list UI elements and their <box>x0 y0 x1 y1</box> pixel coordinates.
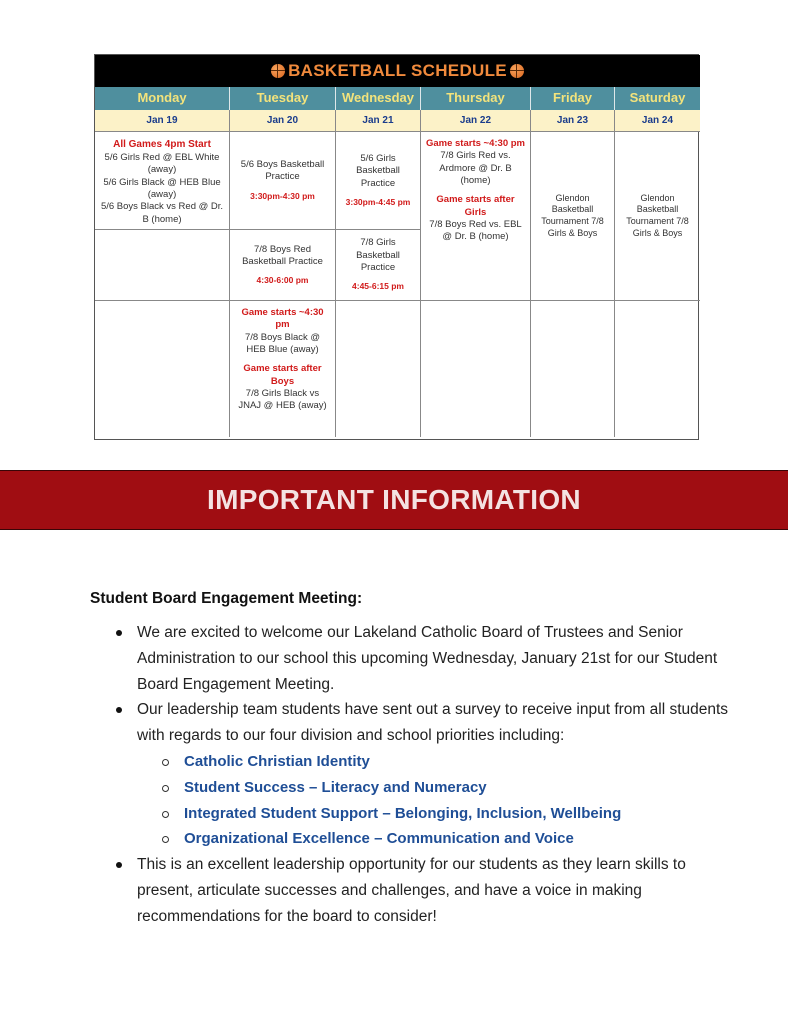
tuesday-game-1: 7/8 Boys Black @ HEB Blue (away) <box>244 331 321 356</box>
friday-cell-tournament <box>531 132 615 301</box>
schedule-title: BASKETBALL SCHEDULE <box>288 60 507 80</box>
saturday-cell-tournament <box>615 132 700 301</box>
bullet-survey-text: Our leadership team students have sent out a survey to receive input from all students with regards to our four division and school priorities including: <box>137 701 729 745</box>
tuesday-cell-practice <box>230 132 336 230</box>
saturday-tournament-text: Glendon Basketball Tournament 7/8 Girls & Boys <box>626 192 689 238</box>
day-header-friday: Friday <box>531 87 615 110</box>
day-header-wednesday: Wednesday <box>336 87 421 110</box>
wednesday-practice-2-text: 7/8 Girls Basketball Practice <box>356 237 400 274</box>
important-information-banner <box>0 470 788 530</box>
monday-start-note: All Games 4pm Start <box>113 139 211 150</box>
thursday-game-1: 7/8 Girls Red vs. Ardmore @ Dr. B (home) <box>439 150 512 187</box>
tuesday-practice-2-time: 4:30-6:00 pm <box>256 275 309 286</box>
tuesday-cell-games <box>230 301 336 437</box>
tuesday-game-note-1: Game starts ~4:30 pm <box>241 307 324 331</box>
day-header-thursday: Thursday <box>421 87 531 110</box>
thursday-game-note-2: Game starts after Girls <box>436 194 515 218</box>
basketball-icon <box>271 64 285 78</box>
bullet-welcome: We are excited to welcome our Lakeland Catholic Board of Trustees and Senior Administration to our school this upcoming Wednesday, January 21st for our Student Board Engagement Meeting. <box>137 620 730 697</box>
thursday-cell-games <box>421 132 531 301</box>
bullet-survey <box>137 697 730 852</box>
date-wednesday: Jan 21 <box>336 110 421 132</box>
tuesday-practice-2-text: 7/8 Boys Red Basketball Practice <box>242 243 323 267</box>
date-thursday: Jan 22 <box>421 110 531 132</box>
day-header-tuesday: Tuesday <box>230 87 336 110</box>
monday-cell-games <box>95 132 230 230</box>
priority-item: Organizational Excellence – Communication and Voice <box>184 826 730 852</box>
thursday-game-note-1: Game starts ~4:30 pm <box>425 138 525 149</box>
date-friday: Jan 23 <box>531 110 615 132</box>
monday-cell-empty <box>95 301 230 437</box>
date-saturday: Jan 24 <box>615 110 700 132</box>
date-monday: Jan 19 <box>95 110 230 132</box>
info-section <box>90 590 730 930</box>
wednesday-practice-time: 3:30pm-4:45 pm <box>345 196 411 207</box>
thursday-cell-empty <box>421 301 531 437</box>
tuesday-practice-text: 5/6 Boys Basketball Practice <box>240 159 325 183</box>
monday-games: 5/6 Girls Red @ EBL White (away) 5/6 Girls Black @ HEB Blue (away) 5/6 Boys Black vs Red @ Dr. B (home) <box>100 151 224 225</box>
friday-tournament-text: Glendon Basketball Tournament 7/8 Girls & Boys <box>541 192 604 238</box>
basketball-schedule-table <box>94 54 699 440</box>
saturday-cell-empty <box>615 301 700 437</box>
priority-item: Integrated Student Support – Belonging, Inclusion, Wellbeing <box>184 801 730 827</box>
friday-cell-empty <box>531 301 615 437</box>
basketball-icon <box>510 64 524 78</box>
wednesday-cell-practice <box>336 132 421 230</box>
section-heading: Student Board Engagement Meeting: <box>90 590 363 607</box>
date-tuesday: Jan 20 <box>230 110 336 132</box>
priority-item: Catholic Christian Identity <box>184 749 730 775</box>
tuesday-game-note-2: Game starts after Boys <box>243 363 322 387</box>
schedule-title-bar <box>95 55 700 87</box>
wednesday-cell-practice-2 <box>336 230 421 301</box>
banner-title: IMPORTANT INFORMATION <box>207 484 581 515</box>
thursday-game-2: 7/8 Boys Red vs. EBL @ Dr. B (home) <box>429 219 522 243</box>
wednesday-cell-empty <box>336 301 421 437</box>
tuesday-practice-time: 3:30pm-4:30 pm <box>250 190 315 201</box>
day-header-monday: Monday <box>95 87 230 110</box>
tuesday-game-2: 7/8 Girls Black vs JNAJ @ HEB (away) <box>238 388 327 412</box>
bullet-opportunity: This is an excellent leadership opportunity for our students as they learn skills to present, articulate successes and challenges, and have a voice in making recommendations for the board to consider! <box>137 852 730 929</box>
priorities-list <box>137 749 730 852</box>
wednesday-practice-2-time: 4:45-6:15 pm <box>352 281 404 292</box>
monday-cell-empty <box>95 230 230 301</box>
day-header-saturday: Saturday <box>615 87 700 110</box>
info-bullet-list <box>90 620 730 930</box>
tuesday-cell-practice-2 <box>230 230 336 301</box>
wednesday-practice-text: 5/6 Girls Basketball Practice <box>356 152 400 189</box>
priority-item: Student Success – Literacy and Numeracy <box>184 775 730 801</box>
